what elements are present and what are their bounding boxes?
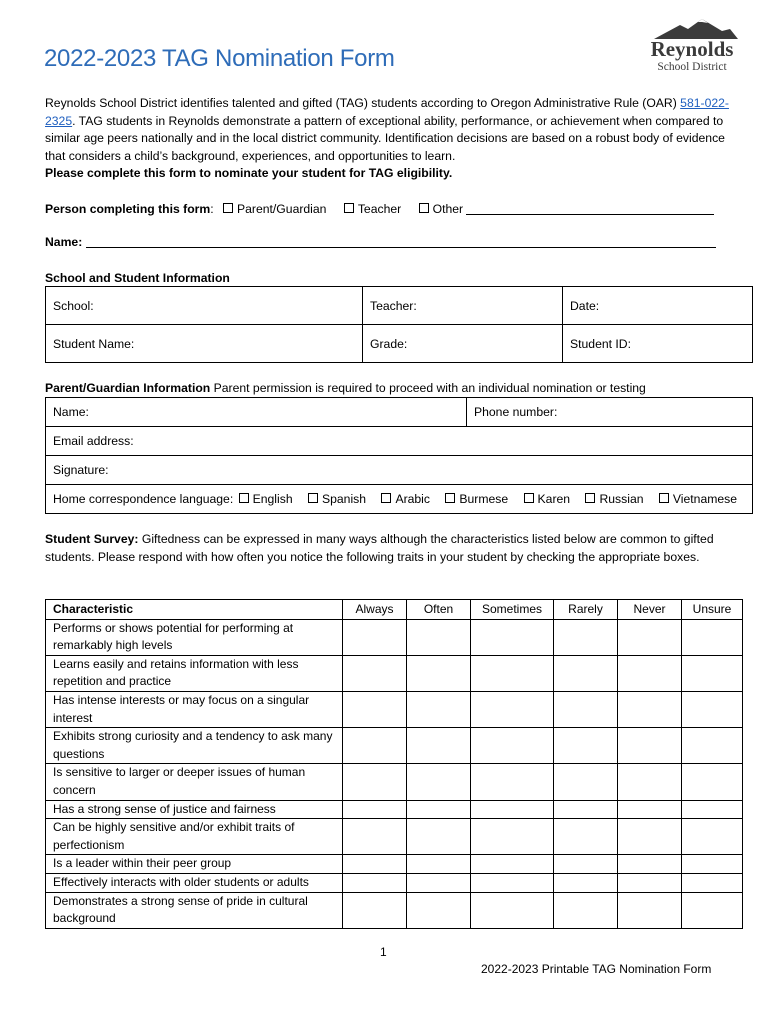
response-cell-sometimes[interactable] [471,819,554,855]
checkbox-english[interactable] [239,493,249,503]
lang-english: English [252,492,293,506]
response-cell-never[interactable] [618,819,682,855]
col-characteristic: Characteristic [46,600,343,620]
response-cell-always[interactable] [343,800,407,819]
checkbox-vietnamese[interactable] [659,493,669,503]
response-cell-never[interactable] [618,873,682,892]
name-row [45,235,716,249]
response-cell-sometimes[interactable] [471,855,554,874]
characteristic-text: Demonstrates a strong sense of pride in cultural background [46,892,343,928]
response-cell-unsure[interactable] [682,619,743,655]
lang-spanish: Spanish [322,492,367,506]
page-number: 1 [380,945,387,959]
col-always: Always [343,600,407,620]
response-cell-rarely[interactable] [554,892,618,928]
student-id-cell[interactable]: Student ID: [563,325,753,363]
school-section-heading: School and Student Information [45,271,230,285]
response-cell-rarely[interactable] [554,873,618,892]
response-cell-never[interactable] [618,655,682,691]
characteristic-text: Effectively interacts with older students or adults [46,873,343,892]
checkbox-karen[interactable] [524,493,534,503]
lang-karen: Karen [537,492,571,506]
school-table [45,286,753,363]
lang-vietnamese: Vietnamese [672,492,738,506]
response-cell-unsure[interactable] [682,800,743,819]
characteristic-text: Has intense interests or may focus on a singular interest [46,691,343,727]
teacher-cell[interactable]: Teacher: [363,287,563,325]
phone-cell[interactable]: Phone number: [467,398,753,427]
response-cell-rarely[interactable] [554,855,618,874]
response-cell-often[interactable] [407,855,471,874]
person-completing-row [45,202,714,216]
lang-burmese: Burmese [459,492,509,506]
survey-row [46,873,743,892]
survey-row [46,892,743,928]
survey-table [45,599,743,929]
person-label: Person completing this form [45,202,211,216]
checkbox-burmese[interactable] [445,493,455,503]
instruction-text: Please complete this form to nominate your student for TAG eligibility. [45,166,453,181]
logo-subtitle: School District [657,61,727,73]
col-rarely: Rarely [554,600,618,620]
response-cell-often[interactable] [407,728,471,764]
survey-intro [45,531,745,566]
response-cell-unsure[interactable] [682,819,743,855]
language-cell [46,485,753,514]
response-cell-often[interactable] [407,619,471,655]
col-sometimes: Sometimes [471,600,554,620]
response-cell-often[interactable] [407,892,471,928]
survey-row [46,655,743,691]
response-cell-often[interactable] [407,691,471,727]
response-cell-often[interactable] [407,819,471,855]
checkbox-spanish[interactable] [308,493,318,503]
option-parent: Parent/Guardian [237,202,327,216]
characteristic-text: Can be highly sensitive and/or exhibit traits of perfectionism [46,819,343,855]
response-cell-never[interactable] [618,691,682,727]
checkbox-teacher[interactable] [344,203,354,213]
name-input[interactable] [86,247,716,248]
page-title: 2022-2023 TAG Nomination Form [44,45,395,72]
survey-text: Giftedness can be expressed in many ways although the characteristics listed below are common to gifted students. Please respond with how often you notice the following traits in your student by checking the appropriate boxes. [45,532,714,564]
response-cell-always[interactable] [343,892,407,928]
response-cell-always[interactable] [343,655,407,691]
response-cell-never[interactable] [618,764,682,800]
survey-row [46,819,743,855]
characteristic-text: Exhibits strong curiosity and a tendency to ask many questions [46,728,343,764]
intro-text: Reynolds School District identifies talented and gifted (TAG) students according to Oregon Administrative Rule (OAR) [45,96,681,110]
response-cell-unsure[interactable] [682,655,743,691]
col-never: Never [618,600,682,620]
response-cell-unsure[interactable] [682,764,743,800]
parent-name-cell[interactable]: Name: [46,398,467,427]
response-cell-unsure[interactable] [682,892,743,928]
response-cell-never[interactable] [618,855,682,874]
response-cell-rarely[interactable] [554,728,618,764]
email-cell[interactable]: Email address: [46,427,753,456]
response-cell-sometimes[interactable] [471,873,554,892]
grade-cell[interactable]: Grade: [363,325,563,363]
name-label: Name: [45,235,83,249]
response-cell-never[interactable] [618,728,682,764]
response-cell-rarely[interactable] [554,619,618,655]
parent-section-heading [45,381,646,395]
response-cell-always[interactable] [343,728,407,764]
checkbox-russian[interactable] [585,493,595,503]
response-cell-often[interactable] [407,764,471,800]
response-cell-never[interactable] [618,800,682,819]
response-cell-sometimes[interactable] [471,800,554,819]
response-cell-sometimes[interactable] [471,655,554,691]
school-cell[interactable]: School: [46,287,363,325]
response-cell-often[interactable] [407,873,471,892]
checkbox-parent[interactable] [223,203,233,213]
response-cell-unsure[interactable] [682,728,743,764]
survey-row [46,800,743,819]
response-cell-always[interactable] [343,819,407,855]
option-teacher: Teacher [357,202,402,216]
intro-paragraph [45,95,745,183]
characteristic-text: Learns easily and retains information with less repetition and practice [46,655,343,691]
survey-row [46,619,743,655]
col-unsure: Unsure [682,600,743,620]
response-cell-unsure[interactable] [682,691,743,727]
survey-row [46,728,743,764]
date-cell[interactable]: Date: [563,287,753,325]
response-cell-sometimes[interactable] [471,691,554,727]
option-other: Other [432,202,464,216]
signature-cell[interactable]: Signature: [46,456,753,485]
characteristic-text: Is sensitive to larger or deeper issues of human concern [46,764,343,800]
person-colon: : [210,202,214,216]
response-cell-sometimes[interactable] [471,764,554,800]
characteristic-text: Is a leader within their peer group [46,855,343,874]
response-cell-never[interactable] [618,619,682,655]
response-cell-sometimes[interactable] [471,892,554,928]
response-cell-rarely[interactable] [554,655,618,691]
response-cell-rarely[interactable] [554,819,618,855]
lang-russian: Russian [599,492,644,506]
survey-heading: Student Survey: [45,532,139,546]
response-cell-sometimes[interactable] [471,619,554,655]
response-cell-always[interactable] [343,873,407,892]
response-cell-often[interactable] [407,800,471,819]
oar-link[interactable]: 581-022-2325 [45,96,729,128]
response-cell-rarely[interactable] [554,764,618,800]
col-often: Often [407,600,471,620]
checkbox-arabic[interactable] [381,493,391,503]
response-cell-often[interactable] [407,655,471,691]
other-input[interactable] [466,214,714,215]
response-cell-sometimes[interactable] [471,728,554,764]
response-cell-always[interactable] [343,764,407,800]
survey-row [46,855,743,874]
language-label: Home correspondence language: [53,492,234,506]
response-cell-always[interactable] [343,855,407,874]
parent-table [45,397,753,514]
characteristic-text: Has a strong sense of justice and fairness [46,800,343,819]
footer-title: 2022-2023 Printable TAG Nomination Form [481,962,712,976]
survey-row [46,764,743,800]
response-cell-never[interactable] [618,892,682,928]
response-cell-rarely[interactable] [554,691,618,727]
response-cell-unsure[interactable] [682,873,743,892]
intro-text-2: . TAG students in Reynolds demonstrate a pattern of exceptional ability, performance, or achievement when compared to similar age peers nationally and in the local district community. Identification decisions are based on a robust body of evidence that considers a child’s background, experiences, and opportunities to learn. [45,113,725,163]
survey-row [46,691,743,727]
response-cell-unsure[interactable] [682,855,743,874]
district-logo [642,17,742,77]
student-name-cell[interactable]: Student Name: [46,325,363,363]
characteristic-text: Performs or shows potential for performing at remarkably high levels [46,619,343,655]
response-cell-always[interactable] [343,619,407,655]
parent-note: Parent permission is required to proceed with an individual nomination or testing [210,381,646,395]
response-cell-rarely[interactable] [554,800,618,819]
logo-name: Reynolds [650,37,734,61]
lang-arabic: Arabic [395,492,430,506]
response-cell-always[interactable] [343,691,407,727]
parent-heading: Parent/Guardian Information [45,381,211,395]
checkbox-other[interactable] [419,203,429,213]
